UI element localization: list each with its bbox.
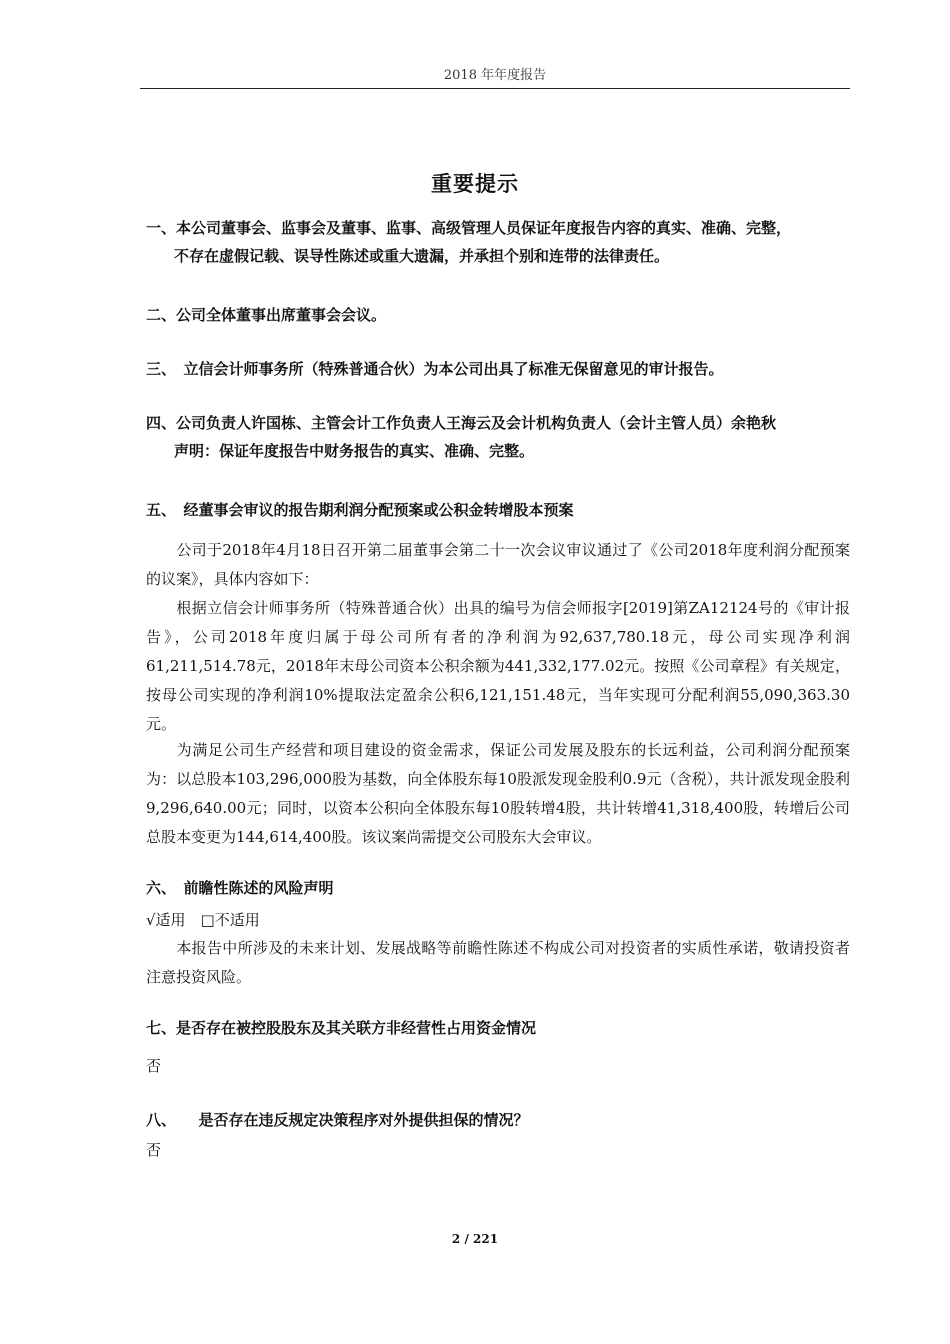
section-6-paragraph [146, 934, 850, 992]
section-1-line2: 不存在虚假记载、误导性陈述或重大遗漏，并承担个别和连带的法律责任。 [174, 247, 670, 265]
section-7-heading: 七、是否存在被控股股东及其关联方非经营性占用资金情况 [146, 1019, 537, 1037]
section-5-p3-text: 为满足公司生产经营和项目建设的资金需求，保证公司发展及股东的长远利益，公司利润分配预案为：以总股本103,296,000股为基数，向全体股东每10股派发现金股利0.9元（含税），共计派发现金股利9,296,640.00元；同时，以资本公积向全体股东每10股转增4股，共计转增41,318,400股，转增后公司总股本变更为144,614,400股。该议案尚需提交公司股东大会审议。 [146, 741, 850, 846]
section-5-p2-text: 根据立信会计师事务所（特殊普通合伙）出具的编号为信会师报字[2019]第ZA12124号的《审计报告》，公司2018年度归属于母公司所有者的净利润为92,637,780.18元，母公司实现净利润61,211,514.78元，2018年末母公司资本公积余额为441,332,177.02元。按照《公司章程》有关规定，按母公司实现的净利润10%提取法定盈余公积6,121,151.48元，当年实现可分配利润55,090,363.30元。 [146, 599, 850, 733]
section-5-paragraph-1 [146, 536, 850, 594]
applicability-options: √适用 □不适用 [146, 911, 260, 929]
section-4-line2: 声明：保证年度报告中财务报告的真实、准确、完整。 [174, 442, 535, 460]
section-2: 二、公司全体董事出席董事会会议。 [146, 306, 387, 324]
section-6-p1-text: 本报告中所涉及的未来计划、发展战略等前瞻性陈述不构成公司对投资者的实质性承诺，敬请投资者注意投资风险。 [146, 939, 850, 986]
page-header: 2018 年年度报告 [443, 68, 547, 83]
section-7-answer: 否 [146, 1057, 162, 1075]
section-8-answer: 否 [146, 1141, 162, 1159]
section-4-line1: 四、公司负责人许国栋、主管会计工作负责人王海云及会计机构负责人（会计主管人员）余艳秋 [146, 414, 777, 432]
section-5-p1-text: 公司于2018年4月18日召开第二届董事会第二十一次会议审议通过了《公司2018年度利润分配预案的议案》，具体内容如下： [146, 541, 850, 588]
page-title: 重要提示 [431, 171, 519, 196]
section-5-heading: 五、 经董事会审议的报告期利润分配预案或公积金转增股本预案 [146, 501, 574, 519]
section-1 [146, 214, 856, 270]
page-number: 2 / 221 [451, 1232, 499, 1246]
section-6-heading: 六、 前瞻性陈述的风险声明 [146, 879, 334, 897]
section-8-heading: 八、 是否存在违反规定决策程序对外提供担保的情况？ [146, 1111, 529, 1129]
section-3: 三、 立信会计师事务所（特殊普通合伙）为本公司出具了标准无保留意见的审计报告。 [146, 360, 724, 378]
section-5-paragraph-3 [146, 736, 850, 852]
section-1-line1: 一、本公司董事会、监事会及董事、监事、高级管理人员保证年度报告内容的真实、准确、完整， [146, 219, 792, 237]
header-divider [140, 88, 850, 89]
section-5-paragraph-2 [146, 594, 850, 739]
section-4 [146, 409, 856, 465]
